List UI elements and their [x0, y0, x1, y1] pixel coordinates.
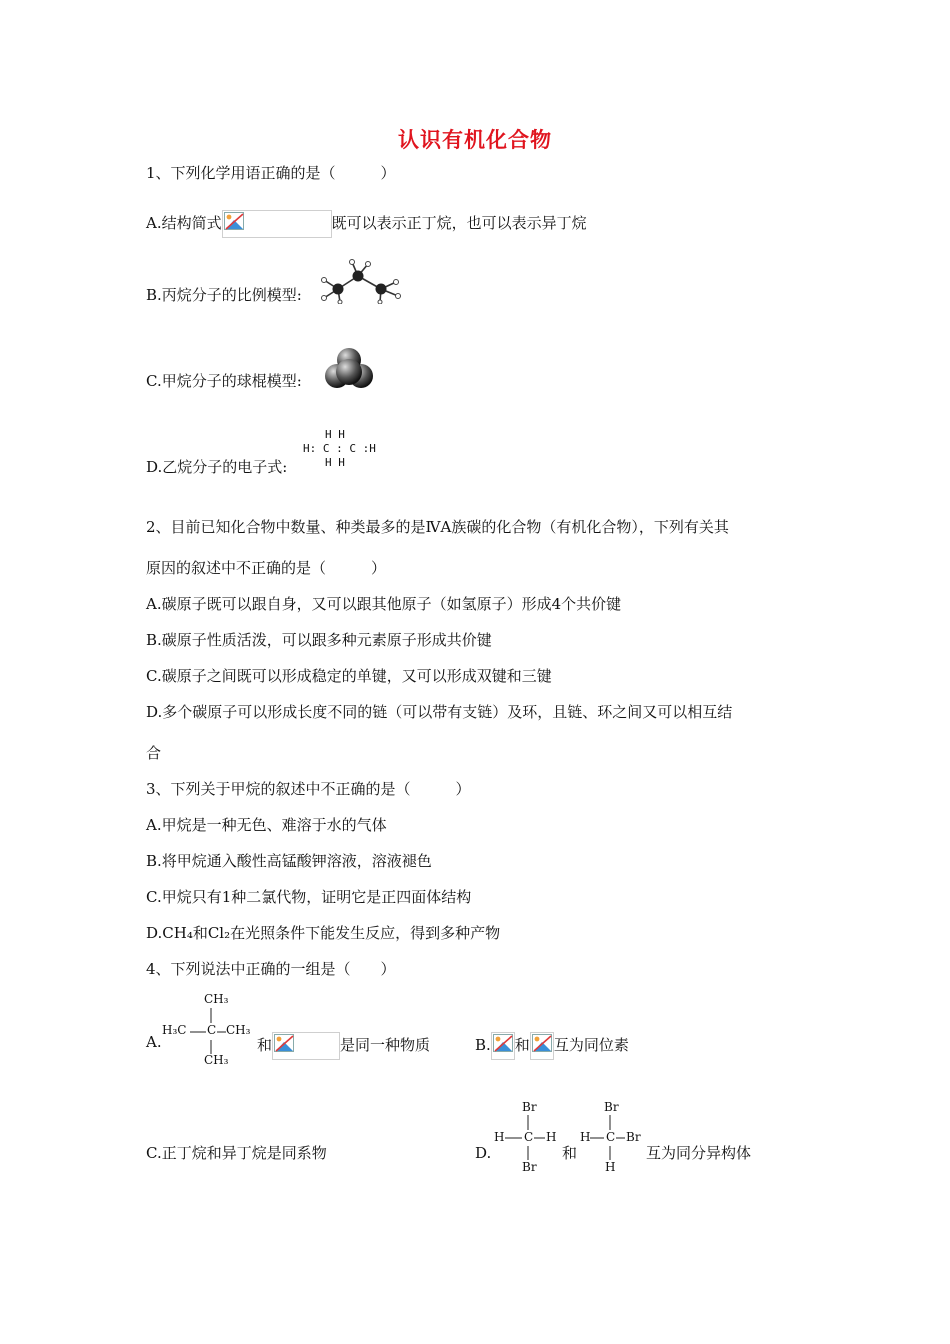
dibromomethane-2-bonds [580, 1100, 646, 1176]
dibromomethane-structure-1: Br H C H Br [494, 1100, 560, 1176]
dibromomethane-1-bonds [494, 1100, 560, 1176]
q4-a-and: 和 [257, 1036, 273, 1054]
q4-option-c: C.正丁烷和异丁烷是同系物 [146, 1144, 327, 1162]
broken-image-icon [272, 1032, 340, 1060]
q3-option-b: B.将甲烷通入酸性高锰酸钾溶液，溶液褪色 [146, 852, 432, 870]
q2-option-d-line1: D.多个碳原子可以形成长度不同的链（可以带有支链）及环，且链、环之间又可以相互结 [146, 703, 733, 721]
broken-image-icon [222, 210, 332, 238]
page-title: 认识有机化合物 [398, 127, 552, 152]
q4-b-label: B. [475, 1036, 491, 1054]
q2-stem-line1: 2、目前已知化合物中数量、种类最多的是ⅣA族碳的化合物（有机化合物），下列有关其 [146, 518, 729, 536]
q4-b-suffix: 互为同位素 [553, 1036, 629, 1054]
q3-option-c: C.甲烷只有1种二氯代物，证明它是正四面体结构 [146, 888, 472, 906]
q1-option-d: D.乙烷分子的电子式: [146, 458, 288, 476]
dibromomethane-structure-2: Br H C Br H [580, 1100, 646, 1176]
q2-option-c: C.碳原子之间既可以形成稳定的单键，又可以形成双键和三键 [146, 667, 552, 685]
broken-image-icon [530, 1032, 554, 1060]
q1-a-prefix: A.结构简式 [146, 214, 222, 232]
q4-option-b [475, 1032, 629, 1060]
q3-option-d: D.CH₄和Cl₂在光照条件下能发生反应，得到多种产物 [146, 924, 501, 942]
q1-option-c: C.甲烷分子的球棍模型: [146, 372, 302, 390]
q4-stem: 4、下列说法中正确的一组是（ ） [146, 960, 396, 978]
q3-option-a: A.甲烷是一种无色、难溶于水的气体 [146, 816, 387, 834]
broken-image-icon [491, 1032, 515, 1060]
q4-a-suffix: 是同一种物质 [340, 1036, 431, 1054]
q2-option-a: A.碳原子既可以跟自身，又可以跟其他原子（如氢原子）形成4个共价键 [146, 595, 622, 613]
neopentane-structure: CH₃ H₃C C CH₃ CH₃ [162, 992, 258, 1068]
q4-d-and: 和 [562, 1144, 578, 1162]
q4-d-label: D. [475, 1144, 492, 1162]
q4-a-label: A. [146, 1033, 162, 1051]
q1-option-a [146, 210, 587, 238]
neopentane-bonds [162, 992, 258, 1068]
methane-space-filling-model-icon [323, 346, 375, 392]
q3-stem: 3、下列关于甲烷的叙述中不正确的是（ ） [146, 780, 471, 798]
q4-d-suffix: 互为同分异构体 [646, 1144, 752, 1162]
q1-stem: 1、下列化学用语正确的是（ ） [146, 164, 396, 182]
q1-option-b: B.丙烷分子的比例模型: [146, 286, 302, 304]
q1-a-suffix: 既可以表示正丁烷，也可以表示异丁烷 [331, 214, 587, 232]
q4-b-and: 和 [514, 1036, 530, 1054]
q2-stem-line2: 原因的叙述中不正确的是（ ） [146, 559, 387, 577]
q2-option-b: B.碳原子性质活泼，可以跟多种元素原子形成共价键 [146, 631, 492, 649]
q2-option-d-line2: 合 [146, 744, 162, 762]
propane-ball-stick-model-icon [318, 258, 404, 304]
ethane-electron-formula: H H H: C : C :H H H [303, 428, 376, 469]
